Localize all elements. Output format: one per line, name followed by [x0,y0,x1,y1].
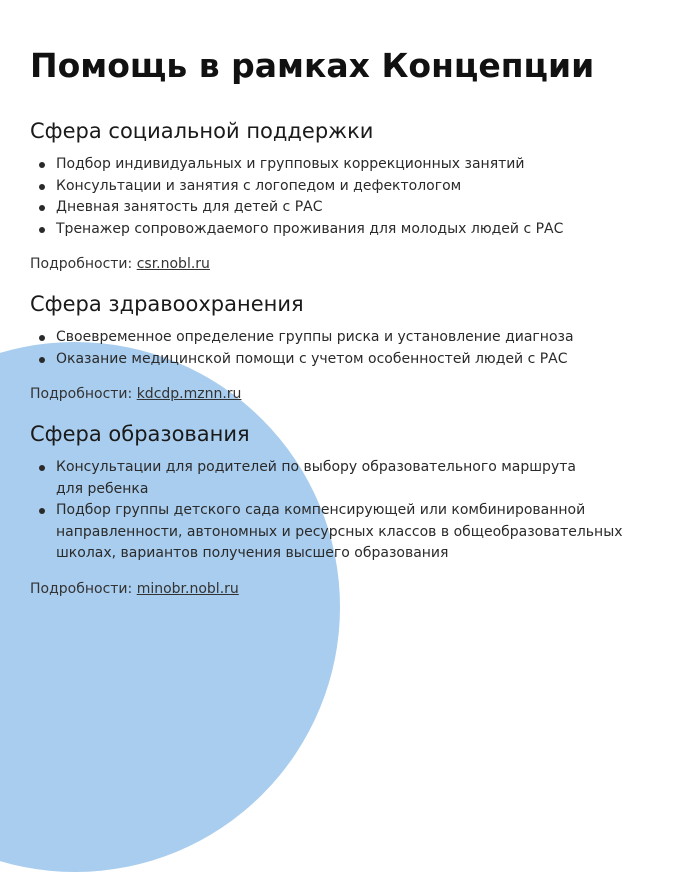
details-link-csr[interactable]: csr.nobl.ru [136,256,210,272]
details-line [30,579,660,599]
list-item [30,176,660,198]
section-title: Сфера социальной поддержки [30,119,374,143]
list-item-text: Тренажер сопровождаемого проживания для молодых людей с РАС [56,220,564,237]
bullet-icon [39,465,45,471]
page-title: Помощь в рамках Концепции [30,46,595,85]
bullet-icon [39,184,45,190]
list-item-text: Консультации для родителей по выбору образовательного маршрута для ребенка [56,459,576,497]
list-item [30,154,660,176]
details-line [30,384,660,404]
list-item-text: Своевременное определение группы риска и установление диагноза [56,329,574,345]
section-title: Сфера образования [30,422,250,446]
list-item-text: Консультации и занятия с логопедом и дефектологом [56,177,462,194]
section-healthcare [30,292,660,404]
list-item [30,349,660,371]
list-item-text: Подбор группы детского сада компенсирующей или комбинированной направленности, автономных и ресурсных классов в общеобразовательных школах, вариантов получения высшего образования [56,502,623,561]
bullet-icon [39,335,45,341]
bullet-icon [39,205,45,211]
item-list [30,154,660,240]
details-link-minobr[interactable]: minobr.nobl.ru [136,580,239,597]
bullet-icon [39,508,45,514]
details-label: Подробности: [30,256,133,272]
details-line [30,254,660,274]
list-item [30,457,576,500]
section-education [30,422,660,599]
details-label: Подробности: [30,386,133,402]
list-item-text: Дневная занятость для детей с РАС [56,199,323,215]
list-item [30,219,660,241]
list-item-text: Оказание медицинской помощи с учетом особенностей людей с РАС [56,350,568,367]
list-item [30,500,636,565]
section-social-support [30,119,660,274]
details-label: Подробности: [30,580,133,597]
bullet-icon [39,227,45,233]
list-item-text: Подбор индивидуальных и групповых коррекционных занятий [56,156,525,172]
bullet-icon [39,162,45,168]
bullet-icon [39,357,45,363]
item-list [30,327,660,370]
list-item [30,197,660,219]
section-title: Сфера здравоохранения [30,292,304,316]
details-link-kdcdp[interactable]: kdcdp.mznn.ru [136,386,242,402]
item-list [30,457,660,565]
list-item [30,327,660,349]
